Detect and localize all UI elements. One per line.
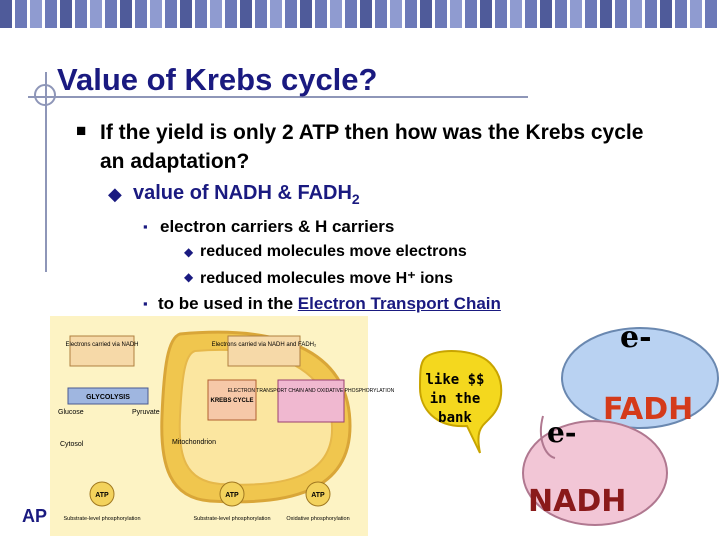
top-decorative-bar (0, 0, 720, 28)
topbar-cell (345, 0, 360, 28)
label-phos-2: Substrate-level phosphorylation (193, 516, 271, 522)
topbar-cell (45, 0, 60, 28)
label-atp-3: ATP (311, 492, 325, 499)
topbar-cell (405, 0, 420, 28)
pig-bottom-tag: e- (547, 416, 577, 449)
topbar-cell (270, 0, 285, 28)
label-phos-1: Substrate-level phosphorylation (63, 516, 141, 522)
bullet-carriers: electron carriers & H carriers (160, 217, 395, 236)
topbar-cell (75, 0, 90, 28)
square-bullet-icon: ■ (76, 121, 87, 140)
topbar-cell (510, 0, 525, 28)
topbar-cell (15, 0, 30, 28)
topbar-cell (375, 0, 390, 28)
topbar-cell (150, 0, 165, 28)
label-atp-2: ATP (225, 492, 239, 499)
label-phos-3: Oxidative phosphorylation (286, 516, 350, 522)
pig-bottom-label: NADH (528, 484, 627, 519)
topbar-cell (420, 0, 435, 28)
bullet-electrons: reduced molecules move electrons (200, 243, 467, 260)
label-cytosol: Cytosol (60, 441, 84, 448)
bullet-etc (158, 294, 501, 314)
topbar-cell (60, 0, 75, 28)
subscript-2: 2 (351, 191, 360, 207)
speech-bubble-text: like $$ in the bank (425, 372, 485, 426)
topbar-cell (615, 0, 630, 28)
dot-bullet-icon: ◆ (184, 270, 194, 284)
label-mitochondrion: Mitochondrion (172, 439, 216, 446)
box-etc (278, 380, 344, 422)
topbar-cell (585, 0, 600, 28)
topbar-cell (390, 0, 405, 28)
etc-link[interactable]: Electron Transport Chain (297, 294, 501, 313)
topbar-cell (135, 0, 150, 28)
dot-bullet-icon: ◆ (184, 245, 194, 259)
topbar-cell (570, 0, 585, 28)
topbar-cell (675, 0, 690, 28)
topbar-cell (630, 0, 645, 28)
label-etc: ELECTRON TRANSPORT CHAIN AND OXIDATIVE PHOSPHORYLATION (227, 388, 395, 394)
topbar-cell (540, 0, 555, 28)
label-carrier-nadh: Electrons carried via NADH (65, 342, 139, 348)
respiration-diagram (50, 316, 395, 536)
square-bullet-icon: ▪ (143, 219, 148, 234)
topbar-cell (30, 0, 45, 28)
box-carrier-both (228, 336, 300, 366)
topbar-cell (300, 0, 315, 28)
label-glucose: Glucose (58, 409, 84, 416)
topbar-cell (195, 0, 210, 28)
topbar-cell (435, 0, 450, 28)
topbar-cell (105, 0, 120, 28)
pig-top-label: FADH (603, 392, 694, 427)
crosshair-icon (34, 84, 56, 106)
topbar-cell (360, 0, 375, 28)
topbar-cell (450, 0, 465, 28)
topbar-cell (285, 0, 300, 28)
topbar-cell (90, 0, 105, 28)
bullet-nadh-fadh-text: value of NADH & FADH (133, 182, 352, 204)
topbar-cell (0, 0, 15, 28)
topbar-cell (660, 0, 675, 28)
label-pyruvate: Pyruvate (132, 409, 160, 416)
label-atp-1: ATP (95, 492, 109, 499)
topbar-cell (165, 0, 180, 28)
label-krebs: KREBS CYCLE (210, 398, 254, 404)
bullet-h-ions: reduced molecules move H⁺ ions (200, 270, 453, 287)
topbar-cell (240, 0, 255, 28)
bullet-nadh-fadh (133, 182, 360, 207)
box-carrier-nadh (70, 336, 134, 366)
bullet-question: If the yield is only 2 ATP then how was the Krebs cycle an adaptation? (100, 121, 644, 173)
topbar-cell (210, 0, 225, 28)
pig-top-tag: e- (620, 320, 652, 355)
topbar-cell (645, 0, 660, 28)
label-glycolysis: GLYCOLYSIS (86, 394, 130, 401)
topbar-cell (330, 0, 345, 28)
square-bullet-icon: ▪ (143, 296, 148, 311)
topbar-cell (180, 0, 195, 28)
diamond-bullet-icon: ◆ (108, 184, 122, 204)
topbar-cell (465, 0, 480, 28)
topbar-cell (495, 0, 510, 28)
topbar-cell (480, 0, 495, 28)
topbar-cell (255, 0, 270, 28)
bullet-etc-prefix: to be used in the (158, 294, 298, 313)
topbar-cell (600, 0, 615, 28)
topbar-cell (315, 0, 330, 28)
slide-title: Value of Krebs cycle? (57, 62, 378, 97)
respiration-diagram-svg (50, 316, 395, 536)
label-carrier-both: Electrons carried via NADH and FADH₂ (211, 342, 317, 348)
footer-label: AP (22, 506, 48, 526)
topbar-cell (555, 0, 570, 28)
topbar-cell (225, 0, 240, 28)
topbar-cell (525, 0, 540, 28)
topbar-cell (705, 0, 720, 28)
topbar-cell (690, 0, 705, 28)
topbar-cell (120, 0, 135, 28)
